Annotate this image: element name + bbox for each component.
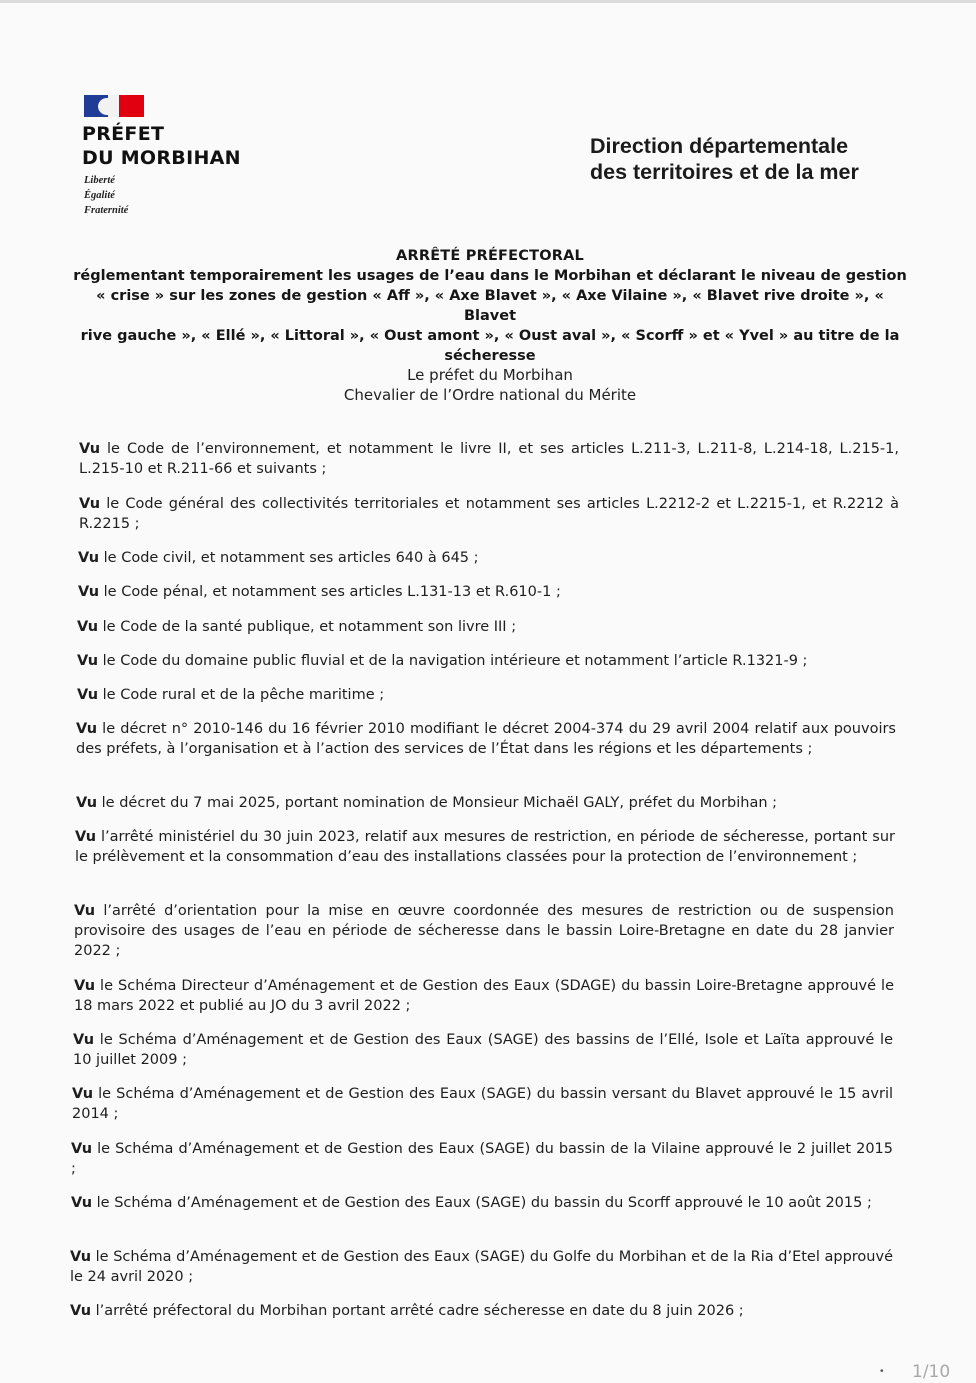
visa-text: le décret n° 2010-146 du 16 février 2010 modifiant le décret 2004-374 du 29 avril 2004 relatif aux pouvoirs des préfets, à l’organisation et à l’action des services de l’État dans les régions et les départements ; <box>76 721 896 757</box>
visa-text: le Code du domaine public fluvial et de la navigation intérieure et notamment l’article R.1321-9 ; <box>98 653 808 669</box>
arrete-title-line: rive gauche », « Ellé », « Littoral », « Oust amont », « Oust aval », « Scorff » et « Yvel » au titre de la <box>80 328 900 344</box>
visa-prefix: Vu <box>70 1249 92 1265</box>
devise-fraternite: Fraternité <box>84 205 129 216</box>
prefet-intro <box>70 365 910 405</box>
visa-prefix: Vu <box>70 1303 92 1319</box>
visa-text: l’arrêté d’orientation pour la mise en œuvre coordonnée des mesures de restriction ou de suspension provisoire des usages de l’eau en période de sécheresse dans le bassin Loire-Bretagne en date du 28 janvier 2022 ; <box>74 903 894 959</box>
visa-item <box>78 582 898 602</box>
visa-text: le Schéma d’Aménagement et de Gestion des Eaux (SAGE) du bassin du Scorff approuvé le 10 août 2015 ; <box>92 1195 872 1211</box>
visa-prefix: Vu <box>71 1195 93 1211</box>
devise-egalite: Égalité <box>84 190 115 201</box>
visa-item <box>76 719 896 759</box>
visa-prefix: Vu <box>76 721 98 737</box>
visa-prefix: Vu <box>76 795 98 811</box>
visa-text: le Schéma d’Aménagement et de Gestion des Eaux (SAGE) des bassins de l’Ellé, Isole et Laïta approuvé le 10 juillet 2009 ; <box>73 1032 893 1068</box>
visa-prefix: Vu <box>79 496 101 512</box>
visa-item <box>73 1030 893 1070</box>
visa-prefix: Vu <box>78 550 100 566</box>
direction-heading <box>590 133 859 185</box>
visa-text: le Schéma d’Aménagement et de Gestion des Eaux (SAGE) du Golfe du Morbihan et de la Ria d’Etel approuvé le 24 avril 2020 ; <box>70 1249 893 1285</box>
visa-text: le Schéma d’Aménagement et de Gestion des Eaux (SAGE) du bassin de la Vilaine approuvé le 2 juillet 2015 ; <box>71 1141 893 1177</box>
visa-text: le Code général des collectivités territoriales et notamment ses articles L.2212-2 et L.2215-1, et R.2212 à R.2215 ; <box>79 496 899 532</box>
visa-prefix: Vu <box>74 903 96 919</box>
visa-prefix: Vu <box>79 441 101 457</box>
visa-item <box>77 651 897 671</box>
prefet-line-2: DU MORBIHAN <box>82 147 241 169</box>
visa-text: le décret du 7 mai 2025, portant nomination de Monsieur Michaël GALY, préfet du Morbihan ; <box>97 795 778 811</box>
visa-prefix: Vu <box>71 1141 93 1157</box>
visa-item <box>77 617 897 637</box>
arrete-heading: ARRÊTÉ PRÉFECTORAL <box>396 248 584 264</box>
arrete-title-line: « crise » sur les zones de gestion « Aff », « Axe Blavet », « Axe Vilaine », « Blavet rive droite », « Blavet <box>96 288 884 324</box>
visa-item <box>77 685 897 705</box>
page-top-border <box>0 0 976 3</box>
visa-prefix: Vu <box>77 653 99 669</box>
visa-text: le Code de la santé publique, et notamment son livre III ; <box>98 619 517 635</box>
devise-liberte: Liberté <box>84 175 115 186</box>
arrete-title <box>70 246 910 366</box>
flag-red-band <box>119 95 144 117</box>
arrete-title-line: sécheresse <box>444 348 536 364</box>
prefet-line-1: PRÉFET <box>82 123 165 145</box>
visa-item <box>75 827 895 867</box>
visa-item <box>74 976 894 1016</box>
visa-text: l’arrêté préfectoral du Morbihan portant arrêté cadre sécheresse en date du 8 juin 2026 ; <box>91 1303 744 1319</box>
visa-item <box>71 1139 893 1179</box>
arrete-title-line: réglementant temporairement les usages de l’eau dans le Morbihan et déclarant le niveau de gestion <box>73 268 907 284</box>
visa-text: le Code rural et de la pêche maritime ; <box>98 687 385 703</box>
visa-item <box>76 793 896 813</box>
visa-text: le Schéma Directeur d’Aménagement et de Gestion des Eaux (SDAGE) du bassin Loire-Bretagne approuvé le 18 mars 2022 et publié au JO du 3 avril 2022 ; <box>74 978 894 1014</box>
visa-item <box>71 1193 893 1213</box>
visa-prefix: Vu <box>78 584 100 600</box>
visa-prefix: Vu <box>74 978 96 994</box>
visa-text: le Code civil, et notamment ses articles 640 à 645 ; <box>99 550 479 566</box>
page-dot: • <box>880 1366 884 1377</box>
visa-item <box>79 439 899 479</box>
visa-text: le Schéma d’Aménagement et de Gestion des Eaux (SAGE) du bassin versant du Blavet approuvé le 15 avril 2014 ; <box>72 1086 893 1122</box>
prefet-bloc-marque <box>82 122 241 170</box>
visa-text: le Code de l’environnement, et notamment le livre II, et ses articles L.211-3, L.211-8, L.214-18, L.215-1, L.215-10 et R.211-66 et suivants ; <box>79 441 899 477</box>
page-indicator: 1/10 <box>912 1362 951 1382</box>
visa-item <box>78 548 898 568</box>
visa-prefix: Vu <box>77 619 99 635</box>
prefet-intro-line-1: Le préfet du Morbihan <box>407 366 573 384</box>
visa-prefix: Vu <box>72 1086 94 1102</box>
marianne-profile-icon <box>98 98 116 115</box>
visa-prefix: Vu <box>75 829 97 845</box>
visa-text: l’arrêté ministériel du 30 juin 2023, relatif aux mesures de restriction, en période de sécheresse, portant sur le prélèvement et la consommation d’eau des installations classées pour la protection de l’environnement ; <box>75 829 895 865</box>
marianne-logo <box>84 95 144 117</box>
devise <box>84 173 128 218</box>
visa-item <box>72 1084 893 1124</box>
visa-prefix: Vu <box>77 687 99 703</box>
direction-line-2: des territoires et de la mer <box>590 160 859 184</box>
visa-item <box>74 901 894 961</box>
visa-item <box>79 494 899 534</box>
visa-item <box>70 1301 893 1321</box>
prefet-intro-line-2: Chevalier de l’Ordre national du Mérite <box>343 386 637 404</box>
visa-item <box>70 1247 893 1287</box>
visa-prefix: Vu <box>73 1032 95 1048</box>
visa-text: le Code pénal, et notamment ses articles L.131-13 et R.610-1 ; <box>99 584 561 600</box>
direction-line-1: Direction départementale <box>590 134 849 158</box>
